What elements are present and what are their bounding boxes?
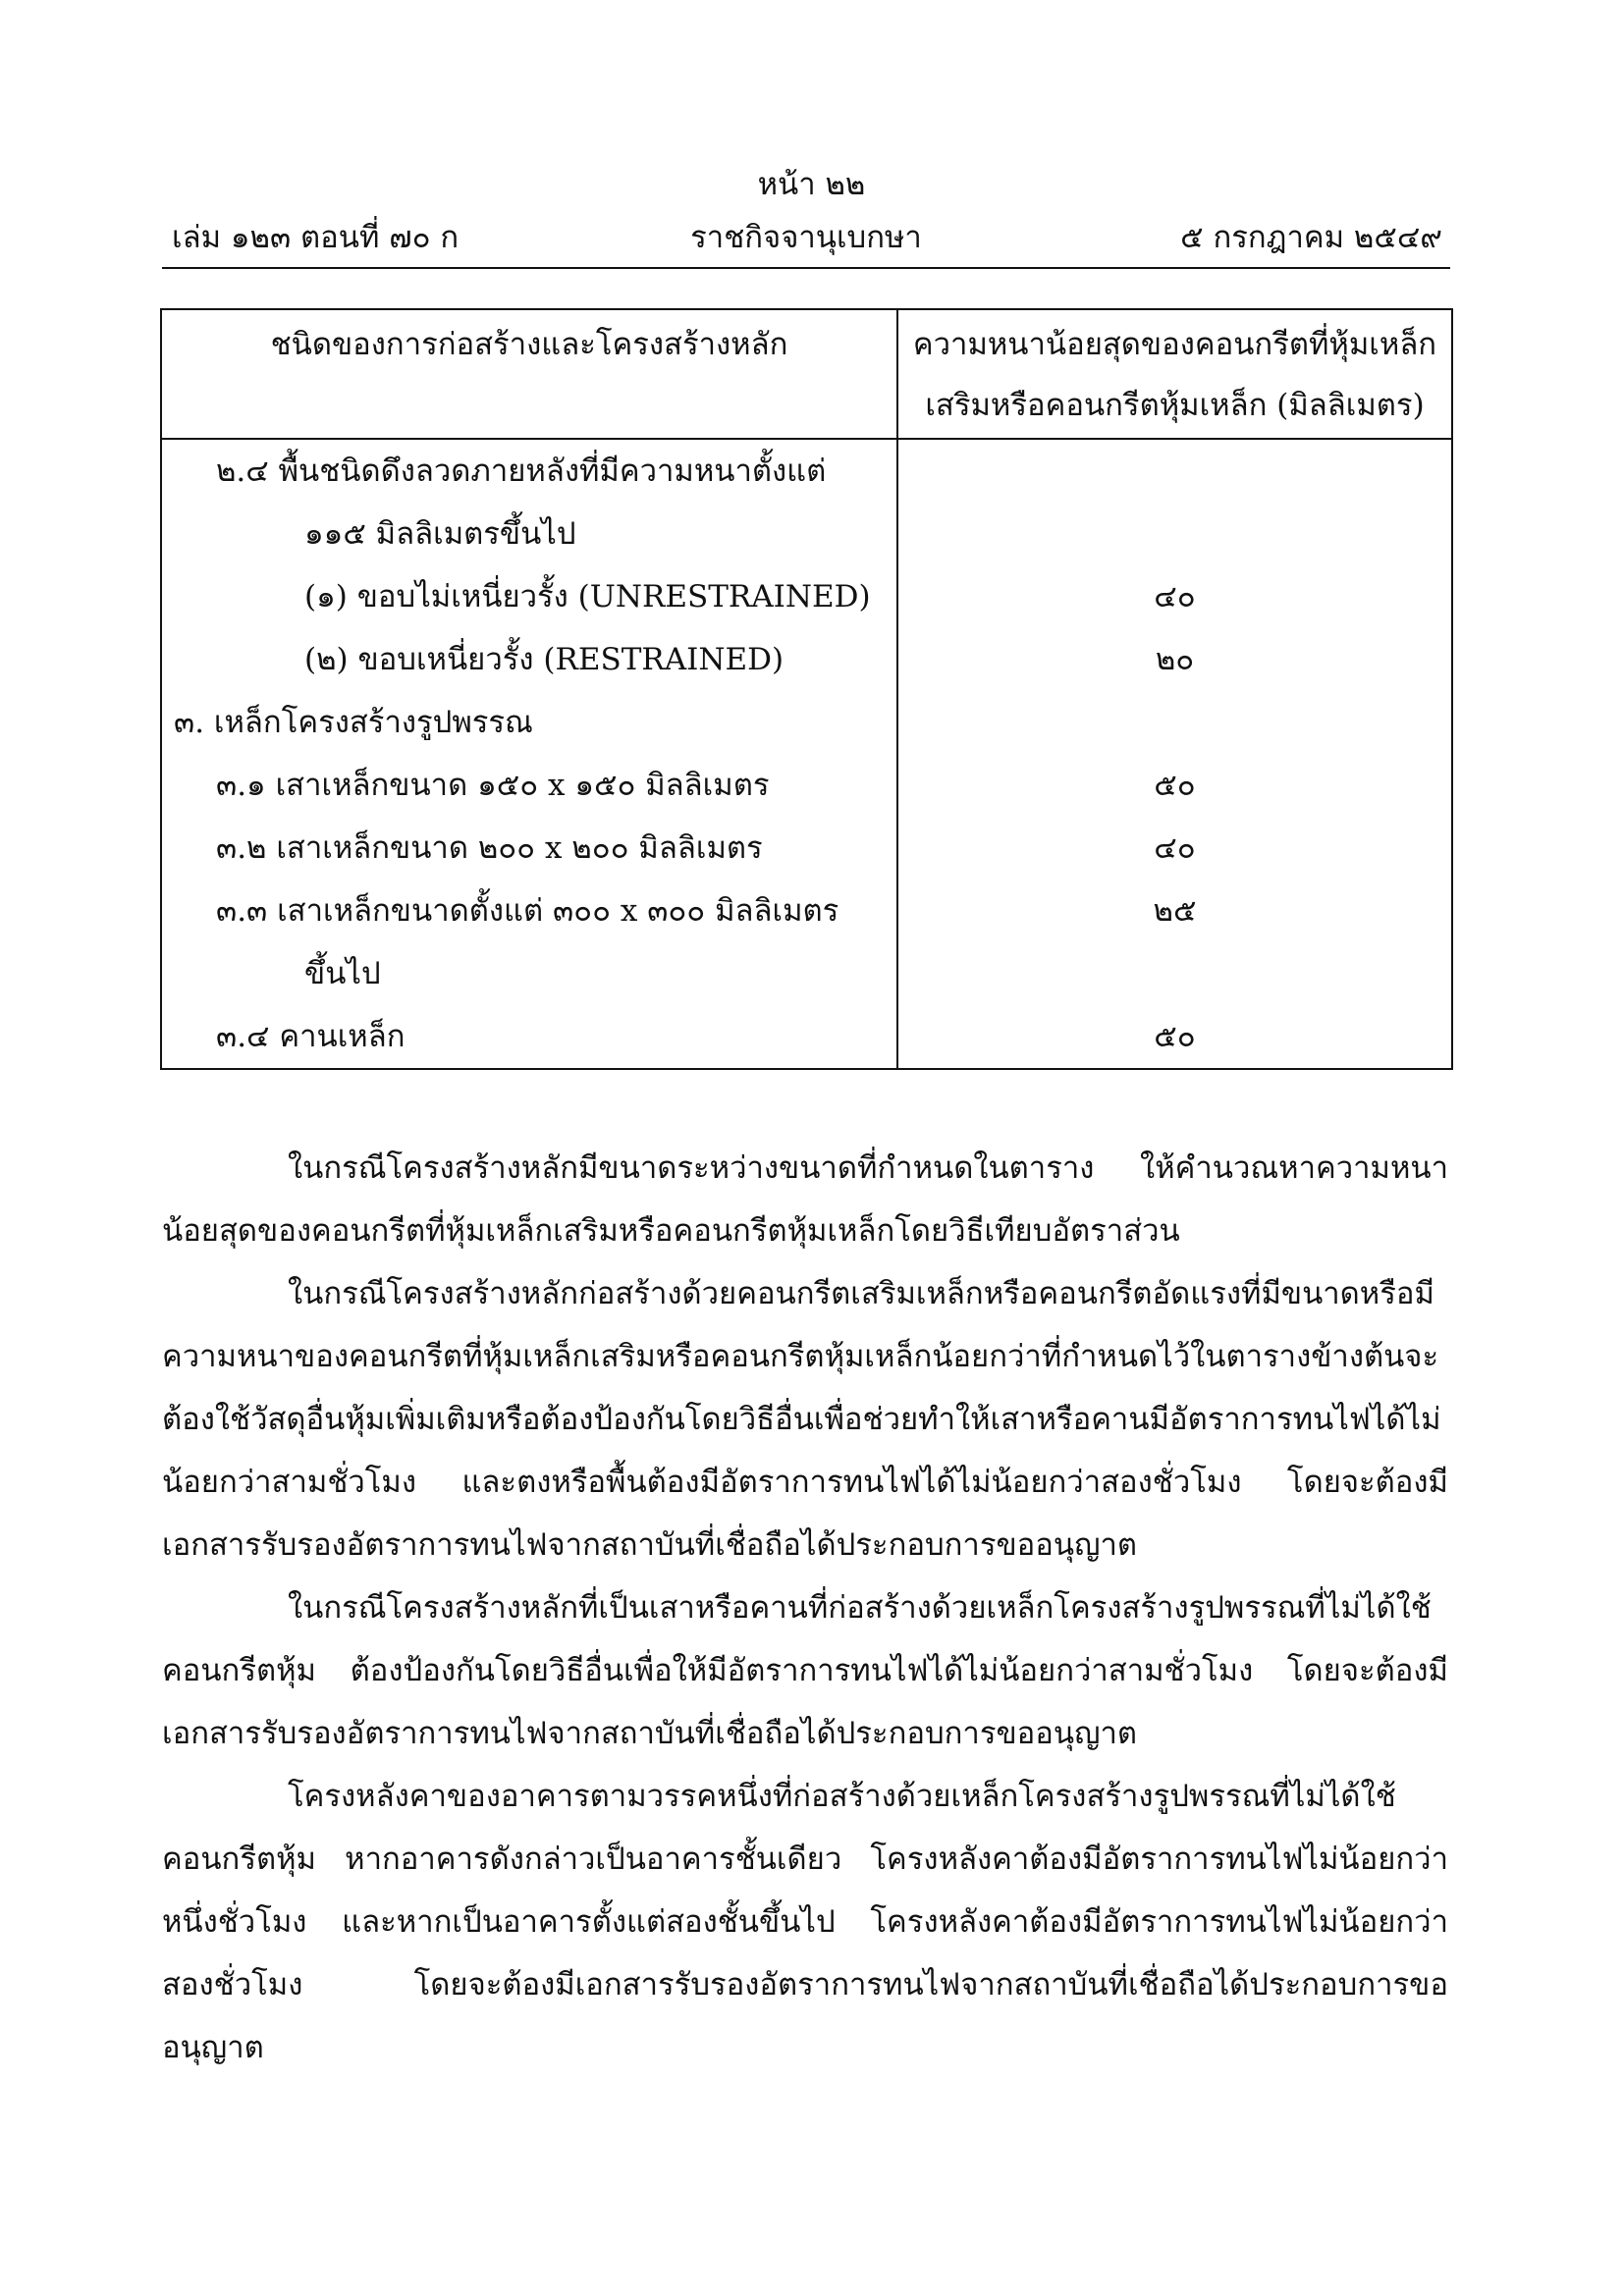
publication-date: ๕ กรกฎาคม ๒๕๔๙ bbox=[1180, 220, 1442, 255]
paragraph-1: ในกรณีโครงสร้างหลักมีขนาดระหว่างขนาดที่กำหนดในตาราง ให้คำนวณหาความหนาน้อยสุดของคอนกรีตที่หุ้มเหล็กเสริมหรือคอนกรีตหุ้มเหล็กโดยวิธีเทียบอัตราส่วน bbox=[162, 1150, 1448, 1249]
table-header-row bbox=[161, 309, 1452, 439]
table-row-label: ๑๑๕ มิลลิเมตรขึ้นไป bbox=[304, 516, 576, 552]
table-row-value bbox=[898, 503, 1451, 565]
thickness-value-cell bbox=[897, 439, 1452, 1069]
table-row-value: ๒๕ bbox=[1153, 893, 1197, 929]
table-row-value bbox=[898, 942, 1451, 1005]
table-row-label: ๒.๔ พื้นชนิดดึงลวดภายหลังที่มีความหนาตั้งแต่ bbox=[216, 454, 827, 489]
table-row-value bbox=[898, 440, 1451, 503]
table-row-label: ๓. เหล็กโครงสร้างรูปพรรณ bbox=[174, 705, 533, 740]
column-header-min-thickness: ความหนาน้อยสุดของคอนกรีตที่หุ้มเหล็ก เสริมหรือคอนกรีตหุ้มเหล็ก (มิลลิเมตร) bbox=[897, 309, 1452, 439]
paragraph-3: ในกรณีโครงสร้างหลักที่เป็นเสาหรือคานที่ก่อสร้างด้วยเหล็กโครงสร้างรูปพรรณที่ไม่ได้ใช้คอนกรีตหุ้ม ต้องป้องกันโดยวิธีอื่นเพื่อให้มีอัตราการทนไฟได้ไม่น้อยกว่าสามชั่วโมง โดยจะต้องมีเอกสารรับรองอัตราการทนไฟจากสถาบันที่เชื่อถือได้ประกอบการขออนุญาต bbox=[162, 1590, 1448, 1751]
volume-issue: เล่ม ๑๒๓ ตอนที่ ๗๐ ก bbox=[172, 220, 460, 255]
gazette-header bbox=[162, 216, 1450, 259]
table-row-value: ๔๐ bbox=[1154, 579, 1196, 614]
table-row-value: ๔๐ bbox=[1154, 830, 1196, 866]
table-row-label: (๒) ขอบเหนี่ยวรั้ง (RESTRAINED) bbox=[304, 642, 784, 677]
paragraph-2: ในกรณีโครงสร้างหลักก่อสร้างด้วยคอนกรีตเสริมเหล็กหรือคอนกรีตอัดแรงที่มีขนาดหรือมีความหนาของคอนกรีตที่หุ้มเหล็กเสริมหรือคอนกรีตหุ้มเหล็กน้อยกว่าที่กำหนดไว้ในตารางข้างต้นจะต้องใช้วัสดุอื่นหุ้มเพิ่มเติมหรือต้องป้องกันโดยวิธีอื่นเพื่อช่วยทำให้เสาหรือคานมีอัตราการทนไฟได้ไม่น้อยกว่าสามชั่วโมง และตงหรือพื้นต้องมีอัตราการทนไฟได้ไม่น้อยกว่าสองชั่วโมง โดยจะต้องมีเอกสารรับรองอัตราการทนไฟจากสถาบันที่เชื่อถือได้ประกอบการขออนุญาต bbox=[162, 1276, 1448, 1563]
header-divider bbox=[162, 267, 1450, 269]
table-row-label: ๓.๔ คานเหล็ก bbox=[216, 1019, 406, 1054]
table-row-label: ขึ้นไป bbox=[304, 956, 381, 991]
fire-protection-table bbox=[160, 308, 1453, 1070]
publication-name: ราชกิจจานุเบกษา bbox=[690, 220, 922, 255]
table-row-value: ๕๐ bbox=[1154, 768, 1196, 803]
table-row-label: (๑) ขอบไม่เหนี่ยวรั้ง (UNRESTRAINED) bbox=[304, 579, 871, 614]
table-row-label: ๓.๒ เสาเหล็กขนาด ๒๐๐ x ๒๐๐ มิลลิเมตร bbox=[216, 830, 763, 866]
table-row-value bbox=[898, 691, 1451, 754]
paragraph-4: โครงหลังคาของอาคารตามวรรคหนึ่งที่ก่อสร้างด้วยเหล็กโครงสร้างรูปพรรณที่ไม่ได้ใช้คอนกรีตหุ้ม หากอาคารดังกล่าวเป็นอาคารชั้นเดียว โครงหลังคาต้องมีอัตราการทนไฟไม่น้อยกว่าหนึ่งชั่วโมง และหากเป็นอาคารตั้งแต่สองชั้นขึ้นไป โครงหลังคาต้องมีอัตราการทนไฟไม่น้อยกว่าสองชั่วโมง โดยจะต้องมีเอกสารรับรองอัตราการทนไฟจากสถาบันที่เชื่อถือได้ประกอบการขออนุญาต bbox=[162, 1779, 1448, 2065]
table-row-value: ๒๐ bbox=[1155, 642, 1195, 677]
table-row-label: ๓.๓ เสาเหล็กขนาดตั้งแต่ ๓๐๐ x ๓๐๐ มิลลิเมตร bbox=[216, 893, 839, 929]
construction-type-cell bbox=[161, 439, 897, 1069]
table-row-label: ๓.๑ เสาเหล็กขนาด ๑๕๐ x ๑๕๐ มิลลิเมตร bbox=[216, 768, 770, 803]
column-header-construction-type: ชนิดของการก่อสร้างและโครงสร้างหลัก bbox=[161, 309, 897, 439]
page-number: หน้า ๒๒ bbox=[757, 167, 866, 202]
table-row-value: ๕๐ bbox=[1154, 1019, 1196, 1054]
table-body-row bbox=[161, 439, 1452, 1069]
